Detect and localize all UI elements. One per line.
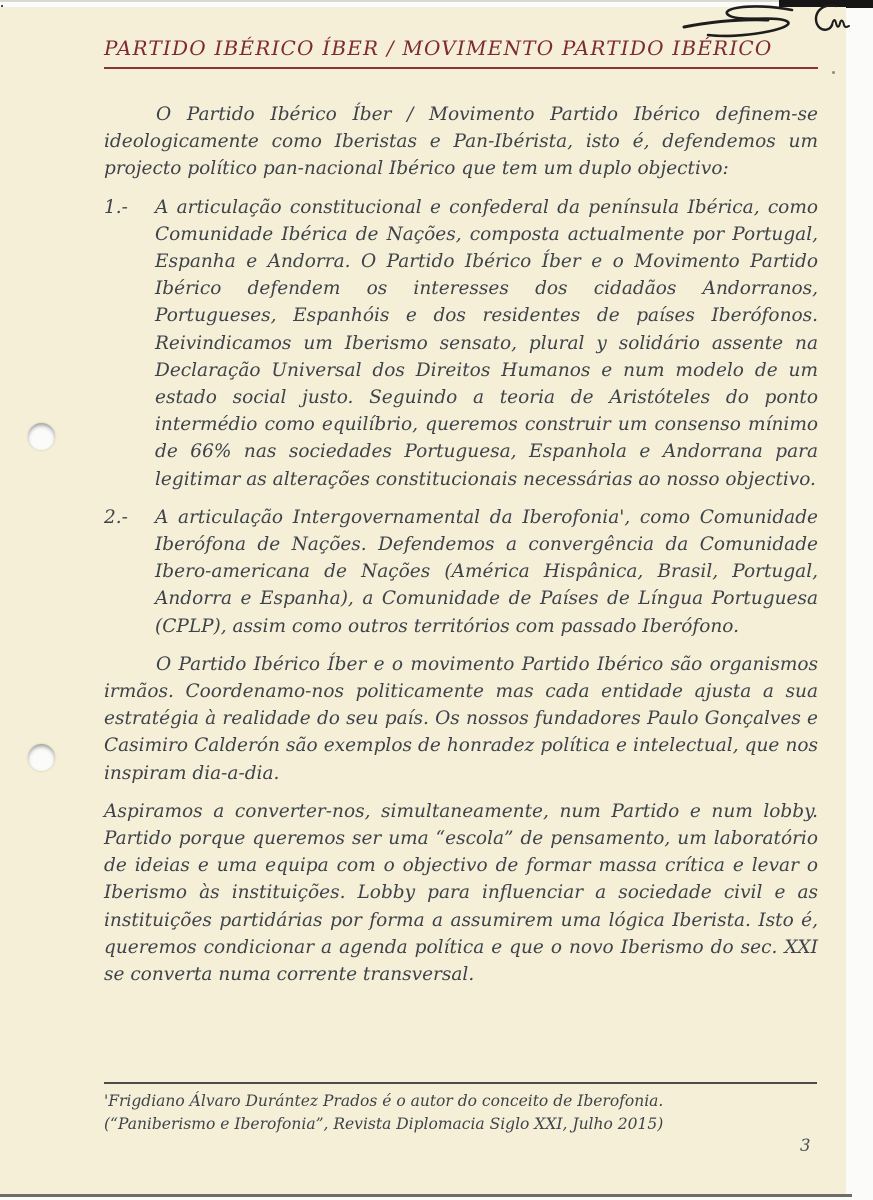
body-paragraph-organisms: O Partido Ibérico Íber e o movimento Partido Ibérico são organismos irmãos. Coordenamo-nos politicamente mas cada entidade ajusta a sua estratégia à realidade do seu país. Os nossos fundadores Paulo Gonçalves e Casimiro Calderón são exemplos de honradez política e intelectual, que nos inspiram dia-a-dia.	[104, 653, 818, 784]
hole-punch-top	[28, 423, 55, 450]
scan-bottom-edge	[0, 1194, 852, 1197]
footnote-separator	[104, 1082, 817, 1084]
item-number: 1.-	[104, 196, 128, 218]
item-text: A articulação constitucional e confederal da península Ibérica, como Comunidade Ibérica de Nações, composta actualmente por Portugal, Espanha e Andorra. O Partido Ibérico Íber e o Movimento Partido Ibérico defendem os interesses dos cidadãos Andorranos, Portugueses, Espanhóis e dos residentes de países Iberófonos. Reivindicamos um Iberismo sensato, plural y solidário assente na Declaração Universal dos Direitos Humanos e num modelo de um estado social justo. Seguindo a teoria de Aristóteles do ponto intermédio como equilíbrio, queremos construir um consenso mínimo de 66% nas sociedades Portuguesa, Espanhola e Andorrana para legitimar as alterações constitucionais necessárias ao nosso objectivo.	[155, 196, 818, 490]
handwritten-initials-mark	[806, 1, 852, 37]
intro-paragraph: O Partido Ibérico Íber / Movimento Partido Ibérico definem-se ideologicamente como Iberistas e Pan-Ibérista, isto é, defendemos um projecto político pan-nacional Ibérico que tem um duplo objectivo:	[104, 104, 818, 180]
scan-top-edge	[0, 0, 782, 2]
page-number: 3	[800, 1136, 811, 1155]
footnote	[104, 1090, 817, 1136]
item-number: 2.-	[104, 506, 128, 528]
scan-speck	[832, 71, 835, 74]
item-text: A articulação Intergovernamental da Iberofonia', como Comunidade Iberófona de Nações. Defendemos a convergência da Comunidade Ibero-americana de Nações (América Hispânica, Brasil, Portugal, Andorra e Espanha), a Comunidade de Países de Língua Portuguesa (CPLP), assim como outros territórios com passado Iberófono.	[155, 506, 818, 637]
page-title: PARTIDO IBÉRICO ÍBER / MOVIMENTO PARTIDO IBÉRICO	[104, 36, 818, 69]
footnote-line-2: (“Paniberismo e Iberofonia”, Revista Diplomacia Siglo XXI, Julho 2015)	[104, 1115, 664, 1133]
footnote-line-1: 'Frigdiano Álvaro Durántez Prados é o autor do conceito de Iberofonia.	[104, 1092, 664, 1110]
body-paragraph-aspirations: Aspiramos a converter-nos, simultaneamente, num Partido e num lobby. Partido porque queremos ser uma “escola” de pensamento, um laboratório de ideias e uma equipa com o objectivo de formar massa crítica e levar o Iberismo às instituições. Lobby para influenciar a sociedade civil e as instituições partidárias por forma a assumirem uma lógica Iberista. Isto é, queremos condicionar a agenda política e que o novo Iberismo do sec. XXI se converta numa corrente transversal.	[104, 800, 818, 986]
document-body	[104, 101, 818, 999]
numbered-item-2	[104, 504, 818, 640]
numbered-item-1	[104, 194, 818, 493]
hole-punch-bottom	[28, 744, 55, 771]
